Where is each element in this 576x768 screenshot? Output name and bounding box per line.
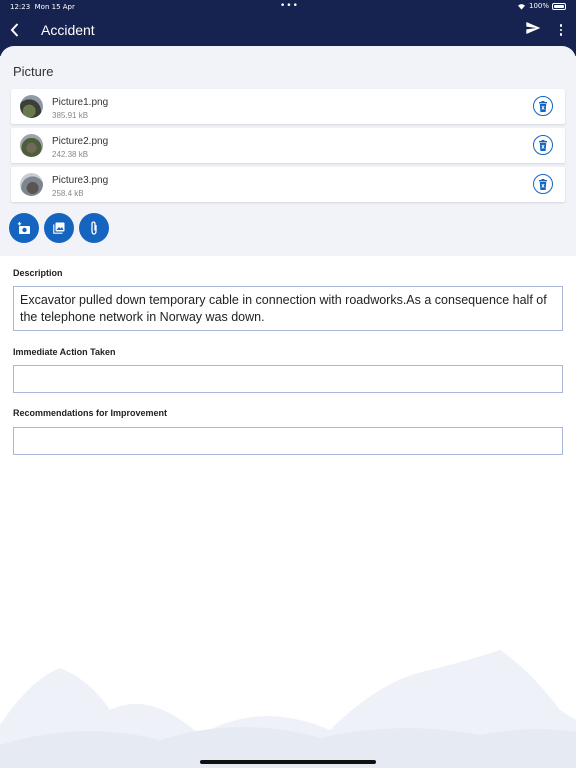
- file-size: 385.91 kB: [52, 111, 89, 120]
- attachment-row[interactable]: [11, 128, 565, 163]
- attachment-row[interactable]: [11, 89, 565, 124]
- file-name: Picture2.png: [52, 136, 109, 147]
- gallery-button[interactable]: [44, 213, 74, 243]
- description-field[interactable]: [13, 286, 563, 331]
- attachment-icon: [90, 221, 98, 235]
- send-icon: [525, 20, 541, 36]
- immediate-action-label: Immediate Action Taken: [13, 347, 116, 357]
- take-photo-button[interactable]: [9, 213, 39, 243]
- back-button[interactable]: [6, 18, 22, 42]
- page-title: Accident: [41, 22, 95, 38]
- picture-section-title: Picture: [13, 64, 54, 79]
- more-vertical-icon: [560, 24, 563, 27]
- chevron-left-icon: [10, 23, 19, 37]
- file-name: Picture3.png: [52, 175, 109, 186]
- trash-icon: [538, 101, 548, 112]
- image-thumbnail: [20, 134, 43, 157]
- more-button[interactable]: [556, 21, 566, 39]
- image-thumbnail: [20, 95, 43, 118]
- description-value: Excavator pulled down temporary cable in connection with roadworks.As a consequence half of the telephone network in Norway was down.: [20, 293, 547, 324]
- file-size: 258.4 kB: [52, 189, 84, 198]
- multitasking-dots-icon: •••: [280, 1, 299, 11]
- battery-icon: [552, 3, 566, 10]
- background-mountains: [0, 640, 576, 768]
- trash-icon: [538, 179, 548, 190]
- immediate-action-field[interactable]: [13, 365, 563, 393]
- send-button[interactable]: [525, 20, 543, 38]
- trash-icon: [538, 140, 548, 151]
- recommendations-field[interactable]: [13, 427, 563, 455]
- delete-attachment-button[interactable]: [533, 174, 553, 194]
- attachment-row[interactable]: [11, 167, 565, 202]
- home-indicator: [200, 760, 376, 764]
- battery-percent: 100%: [528, 2, 549, 10]
- file-name: Picture1.png: [52, 97, 109, 108]
- status-date: Mon 15 Apr: [34, 3, 75, 11]
- description-label: Description: [13, 268, 63, 278]
- attach-file-button[interactable]: [79, 213, 109, 243]
- status-time: 12:23: [10, 3, 31, 11]
- camera-add-icon: [17, 222, 31, 235]
- status-bar: [0, 0, 576, 14]
- image-thumbnail: [20, 173, 43, 196]
- wifi-icon: [517, 3, 526, 10]
- gallery-icon: [53, 222, 65, 234]
- delete-attachment-button[interactable]: [533, 96, 553, 116]
- file-size: 242.38 kB: [52, 150, 89, 159]
- recommendations-label: Recommendations for Improvement: [13, 408, 168, 418]
- delete-attachment-button[interactable]: [533, 135, 553, 155]
